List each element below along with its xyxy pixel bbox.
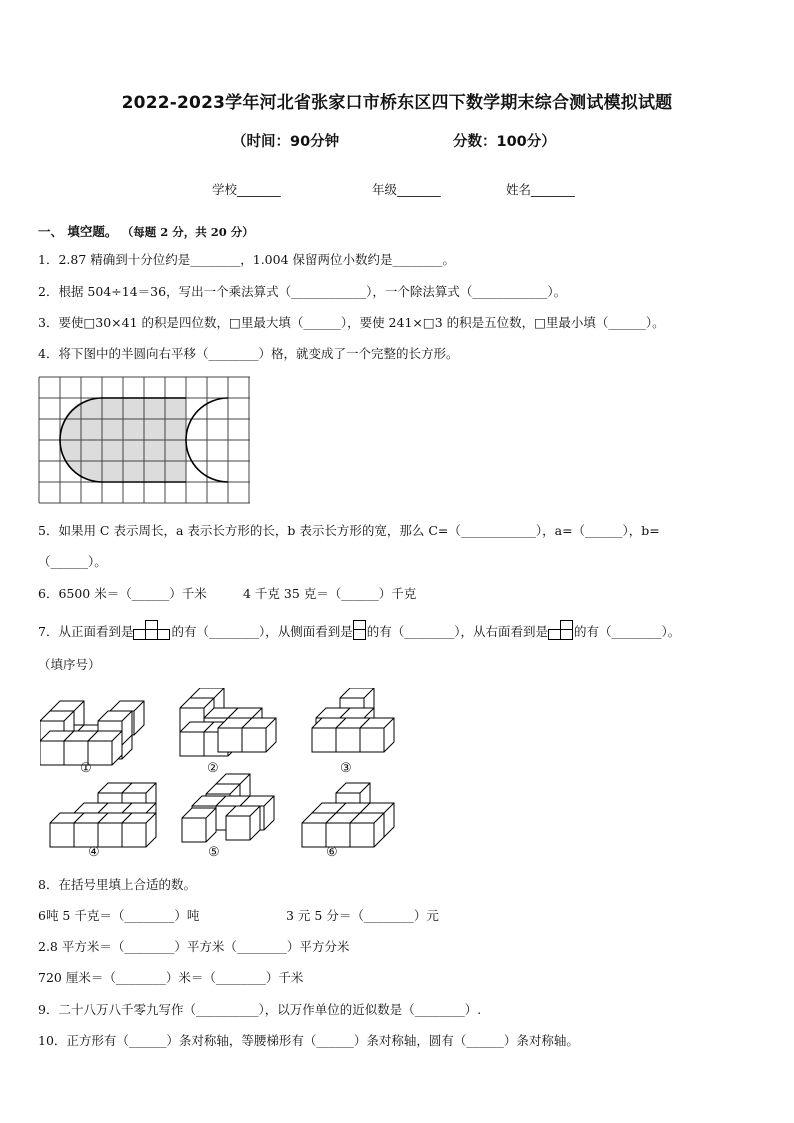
- question-5-line-2: （______）。: [38, 554, 107, 569]
- section-heading: [38, 222, 254, 240]
- figure-label-6: ⑥: [326, 845, 338, 860]
- q7-text-3: 的有（________），从右面看到是: [366, 624, 548, 639]
- q7-text-4: 的有（________）。: [574, 624, 681, 639]
- question-8-line-1a: 6吨 5 千克＝（________）吨: [38, 908, 200, 923]
- question-7: [38, 620, 680, 640]
- q7-text-1: 7．从正面看到是: [38, 624, 134, 639]
- figure-label-2: ②: [207, 761, 219, 776]
- page-title: 2022-2023学年河北省张家口市桥东区四下数学期末综合测试模拟试题: [121, 93, 673, 113]
- left-semicircle-shade: [59, 397, 101, 481]
- front-view-icon: [133, 620, 171, 640]
- grade-field: 年级_______: [372, 182, 441, 197]
- question-8-intro: 8．在括号里填上合适的数。: [38, 877, 196, 892]
- section-title: 一、 填空题。: [38, 224, 118, 239]
- question-3: 3．要使□30×41 的积是四位数，□里最大填（______），要使 241×□3 的积是五位数，□里最小填（______）。: [38, 315, 665, 330]
- question-1: 1．2.87 精确到十分位约是________，1.004 保留两位小数约是________。: [38, 252, 456, 267]
- question-10: 10．正方形有（______）条对称轴，等腰梯形有（______）条对称轴，圆有（______）条对称轴。: [38, 1033, 579, 1048]
- question-9: 9．二十八万八千零九写作（__________），以万作单位的近似数是（________）.: [38, 1002, 482, 1017]
- name-field: 姓名_______: [506, 182, 575, 197]
- question-7-note: （填序号）: [38, 657, 101, 672]
- figure-label-1: ①: [80, 761, 92, 776]
- cube-figure-1: [40, 701, 144, 765]
- grid-lines: [39, 377, 250, 503]
- school-field: 学校_______: [212, 182, 281, 197]
- cube-figure-3: [312, 688, 394, 752]
- question-2: 2．根据 504÷14＝36，写出一个乘法算式（____________），一个除法算式（____________）。: [38, 284, 567, 299]
- right-view-icon: [548, 620, 574, 640]
- cube-figure-5: [182, 774, 274, 842]
- question-4: 4．将下图中的半圆向右平移（________）格，就变成了一个完整的长方形。: [38, 346, 459, 361]
- question-6-part-2: 4 千克 35 克＝（______）千克: [243, 586, 417, 601]
- question-8-line-3: 720 厘米＝（________）米＝（________）千米: [38, 970, 304, 985]
- section-note: （每题 2 分，共 20 分）: [121, 225, 254, 239]
- side-view-icon: [353, 620, 367, 640]
- translation-grid-figure: [38, 376, 252, 505]
- exam-time: （时间：90分钟: [232, 134, 340, 150]
- exam-score: 分数：100分）: [453, 134, 556, 150]
- figure-label-4: ④: [88, 845, 100, 860]
- q7-text-2: 的有（________），从侧面看到是: [171, 624, 353, 639]
- figure-label-5: ⑤: [208, 845, 220, 860]
- question-8-line-1b: 3 元 5 分＝（________）元: [286, 908, 439, 923]
- figure-label-3: ③: [340, 761, 352, 776]
- question-5-line-1: 5．如果用 C 表示周长，a 表示长方形的长，b 表示长方形的宽，那么 C=（____________），a=（______），b=: [38, 523, 660, 538]
- cube-figures: [40, 688, 400, 868]
- cube-figure-2: [180, 688, 276, 756]
- question-6-part-1: 6．6500 米＝（______）千米: [38, 586, 207, 601]
- cube-figure-6: [302, 783, 394, 847]
- question-8-line-2: 2.8 平方米＝（________）平方米（________）平方分米: [38, 939, 350, 954]
- cube-figure-4: [50, 783, 156, 847]
